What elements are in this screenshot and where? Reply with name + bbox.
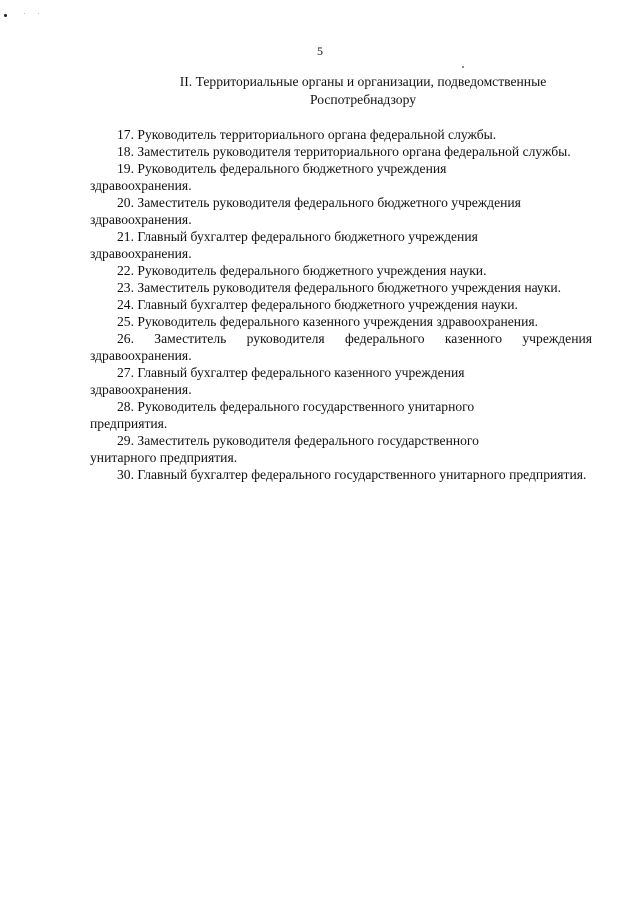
list-item-text: 20. Заместитель руководителя федерального бюджетного учреждения <box>117 195 521 210</box>
list-item <box>90 194 592 228</box>
list-item <box>90 160 592 194</box>
scan-speck <box>462 66 464 68</box>
list-item: 24. Главный бухгалтер федерального бюджетного учреждения науки. <box>117 297 518 312</box>
section-heading-line2: Роспотребнадзору <box>309 91 417 107</box>
list-item <box>90 228 592 262</box>
list-item-text: 29. Заместитель руководителя федерального государственного <box>117 433 479 448</box>
list-item-text: 19. Руководитель федерального бюджетного учреждения <box>117 161 447 176</box>
list-item-continuation: унитарного предприятия. <box>90 450 238 465</box>
list-item: 22. Руководитель федерального бюджетного учреждения науки. <box>117 263 487 278</box>
scan-speck <box>4 14 7 17</box>
list-item-text: 21. Главный бухгалтер федерального бюджетного учреждения <box>117 229 478 244</box>
list-item: 30. Главный бухгалтер федерального государственного унитарного предприятия. <box>117 467 587 482</box>
scan-speck <box>24 13 25 14</box>
list-item-continuation: здравоохранения. <box>90 212 192 227</box>
position-list <box>90 126 592 483</box>
page-number: 5 <box>317 44 323 58</box>
list-item: 17. Руководитель территориального органа федеральной службы. <box>117 127 497 142</box>
list-item: 25. Руководитель федерального казенного учреждения здравоохранения. <box>117 314 538 329</box>
list-item: 26. Заместитель руководителя федерального казенного учреждения здравоохранения. <box>90 331 592 363</box>
scan-speck <box>38 13 39 14</box>
list-item-continuation: здравоохранения. <box>90 382 192 397</box>
list-item <box>90 364 592 398</box>
section-heading <box>118 73 608 108</box>
list-item-text: 28. Руководитель федерального государственного унитарного <box>117 399 475 414</box>
list-item-continuation: предприятия. <box>90 416 168 431</box>
list-item-continuation: здравоохранения. <box>90 178 192 193</box>
list-item: 18. Заместитель руководителя территориального органа федеральной службы. <box>117 144 571 159</box>
list-item <box>90 432 592 466</box>
section-heading-line1: II. Территориальные органы и организации, подведомственные <box>179 74 547 89</box>
list-item: 23. Заместитель руководителя федерального бюджетного учреждения науки. <box>117 280 562 295</box>
list-item <box>90 398 592 432</box>
list-item-continuation: здравоохранения. <box>90 246 192 261</box>
list-item-text: 27. Главный бухгалтер федерального казенного учреждения <box>117 365 465 380</box>
